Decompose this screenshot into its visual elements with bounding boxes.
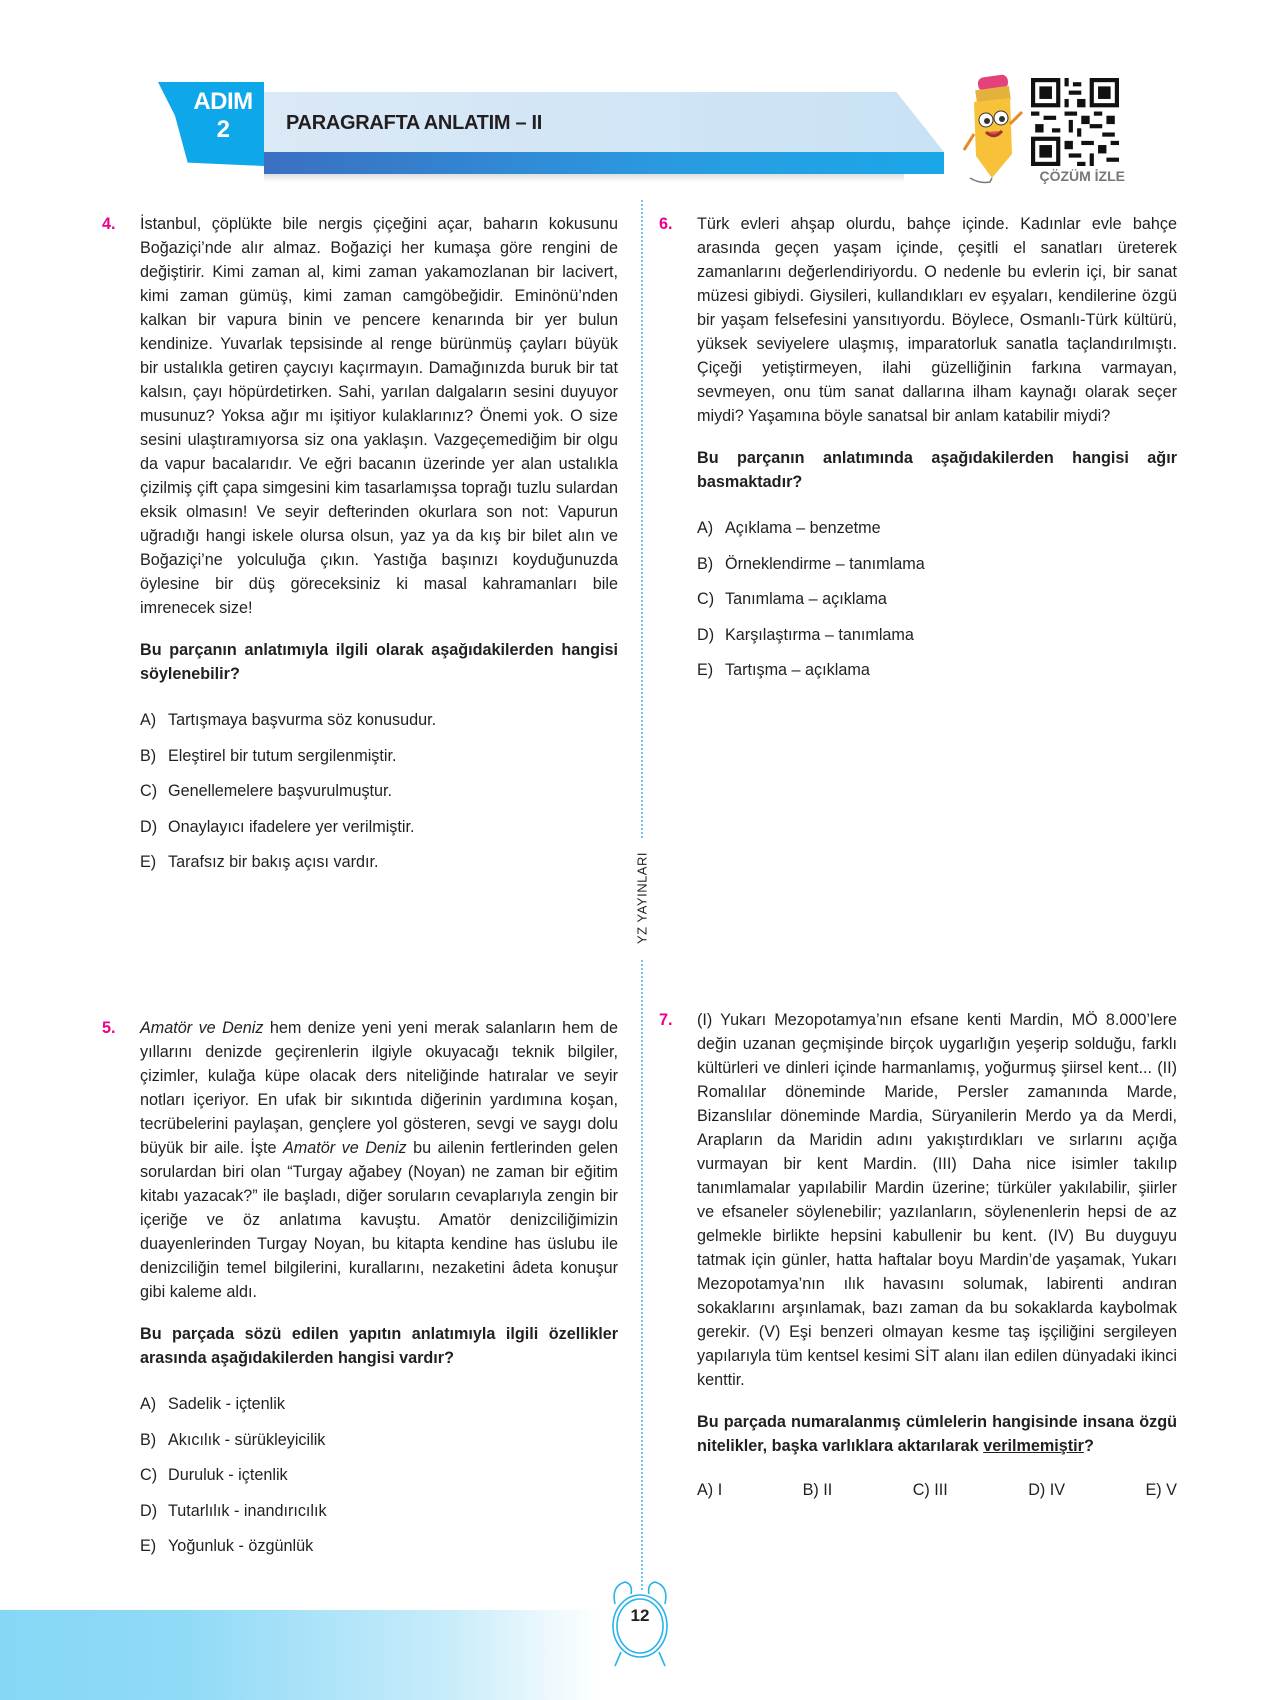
options-list xyxy=(140,708,618,886)
option-letter: E) xyxy=(140,853,157,871)
page-number: 12 xyxy=(630,1606,650,1625)
option-letter: B) xyxy=(697,554,714,573)
paragraph-part: bu ailenin fertlerinden gelen sorulardan biri olan “Turgay ağabey (Noyan) ne zaman bir eğitim kitabı yazacak?” ile başladı, diğer soruların cevaplarıyla zengin bir içeriğe ve öz anlatıma kavuştu. Amatör denizciliğimizin duayenlerinden Turgay Noyan, bu kitapta kendine has üslubu ile denizciliğin temel bilgilerini, kurallarını, nezaketini âdeta konuşur gibi kaleme aldı. xyxy=(140,1139,619,1301)
option-a[interactable] xyxy=(140,1392,618,1428)
option-b[interactable] xyxy=(803,1478,833,1502)
question-paragraph: (I) Yukarı Mezopotamya’nın efsane kenti Mardin, MÖ 8.000’lere değin uzanan geçmişinde birçok uygarlığın yeşerip solduğu, farklı kültürleri ve dinleri içinde harmanlamış, yoğurmuş şiirsel kent... (II) Romalılar döneminde Maride, Persler zamanında Marde, Bizanslılar döneminde Mardia, Süryanilerin Merdo ya da Merdi, Arapların da Maridin adını yakıştırdıkları ve sırlarını açığa vurmayan bir kent Mardin. (III) Daha nice isimler takılıp tanımlamalar yapılabilir Mardin üzerine; türküler yakılabilir, şiirler ve efsaneler söylenebilir; yazılanların, söylenenlerin hepsi de az gelmekle birlikte hepsini kabullenir bu kent. (IV) Bu duyguyu tatmak için günler, hatta haftalar boyu Mardin’de yaşamak, Yukarı Mezopotamya’nın ılık havasını solumak, labirenti andıran sokaklarını arşınlamak, bazı zaman da bu sokaklarda kaybolmak gerekir. (V) Eşi benzeri olmayan kesme taş işçiliğini sergileyen yapılarıyla tüm kentsel kesimi SİT alanı ilan edilen dünyadaki ikinci kenttir. xyxy=(697,1011,1177,1389)
option-text: Tarafsız bir bakış açısı vardır. xyxy=(168,853,379,871)
option-text: Tanımlama – açıklama xyxy=(725,590,887,608)
question-5 xyxy=(102,1016,619,1570)
option-b[interactable] xyxy=(697,552,1177,588)
option-letter: E) xyxy=(1145,1481,1162,1499)
option-letter: D) xyxy=(1028,1481,1046,1499)
question-prompt: Bu parçanın anlatımıyla ilgili olarak aşağıdakilerden hangisi söylenebilir? xyxy=(140,641,618,683)
header-accent-bar xyxy=(264,152,944,174)
question-prompt: Bu parçanın anlatımında aşağıdakilerden hangisi ağır basmaktadır? xyxy=(697,449,1177,491)
option-text: Karşılaştırma – tanımlama xyxy=(725,625,914,644)
option-text: V xyxy=(1166,1481,1177,1499)
page-title: PARAGRAFTA ANLATIM – II xyxy=(286,112,543,134)
option-a[interactable] xyxy=(140,708,618,744)
option-letter: E) xyxy=(140,1537,157,1555)
step-badge-text xyxy=(188,88,258,144)
question-number: 7. xyxy=(659,1011,673,1029)
question-paragraph xyxy=(140,1016,618,1304)
question-number: 5. xyxy=(102,1019,116,1037)
question-prompt xyxy=(697,1410,1177,1458)
option-e[interactable] xyxy=(1145,1478,1177,1502)
option-letter: A) xyxy=(140,1395,157,1413)
option-letter: B) xyxy=(802,1481,819,1499)
prompt-part: Bu parçada numaralanmış cümlelerin hangisinde insana özgü nitelikler, başka varlıklara aktarılarak xyxy=(697,1413,1177,1455)
option-c[interactable] xyxy=(140,1463,618,1499)
option-text: III xyxy=(934,1481,948,1499)
option-d[interactable] xyxy=(140,1499,618,1535)
option-c[interactable] xyxy=(913,1478,948,1502)
option-text: Örneklendirme – tanımlama xyxy=(725,554,925,573)
option-letter: D) xyxy=(140,1501,158,1520)
paragraph-part: hem denize yeni yeni merak salanların hem de yıllarını denizde geçirenlerin ilgiyle okuyacağı teknik bilgiler, çizimler, kulağa küpe olacak ders niteliğinde hatıralar ve seyir notları içeriyor. En ufak bir sıkıntıda diğerinin yardımına koşan, tecrübelerini paylaşan, gençlere yol gösteren, sevgi ve saygı dolu büyük bir aile. İşte xyxy=(140,1019,619,1157)
option-c[interactable] xyxy=(697,587,1177,623)
option-text: Tartışmaya başvurma söz konusudur. xyxy=(168,711,437,729)
header-shadow xyxy=(264,174,904,182)
option-d[interactable] xyxy=(140,815,618,851)
option-letter: C) xyxy=(140,782,158,800)
option-letter: A) xyxy=(697,519,714,537)
question-7 xyxy=(659,1008,1177,1502)
step-number: 2 xyxy=(216,116,230,143)
option-text: Duruluk - içtenlik xyxy=(168,1466,288,1484)
footer-band xyxy=(0,1610,600,1700)
option-text: I xyxy=(717,1481,723,1499)
question-number: 6. xyxy=(659,215,673,233)
option-letter: B) xyxy=(140,1430,157,1449)
question-paragraph: Türk evleri ahşap olurdu, bahçe içinde. Kadınlar evle bahçe arasında geçen yaşam içinde, çeşitli el sanatları üreterek zamanlarını değerlendiriyordu. O nedenle bu evlerin içi, bir sanat müzesi gibiydi. Giysileri, kullandıkları ev eşyaları, kendilerine özgü bir yaşam felsefesini yansıtıyordu. Böylece, Osmanlı-Türk kültürü, yüksek seviyelere ulaşmış, imparatorluk sanatla taçlandırılmıştı. Çiçeği yetiştirmeyen, ilahi güzelliğinin farkına varmayan, sevmeyen, onu tüm sanat dallarına ilham kaynağı olarak seçer miydi? Yaşamına böyle sanatsal bir anlam katabilir miydi? xyxy=(697,215,1177,425)
option-text: IV xyxy=(1049,1481,1066,1499)
question-number: 4. xyxy=(102,215,116,233)
option-letter: B) xyxy=(140,746,157,765)
option-letter: C) xyxy=(912,1481,930,1499)
qr-code-icon[interactable] xyxy=(1030,78,1120,166)
option-text: Sadelik - içtenlik xyxy=(168,1395,285,1413)
option-e[interactable] xyxy=(140,1534,618,1570)
options-list xyxy=(697,516,1177,694)
pencil-mascot-icon xyxy=(960,74,1030,184)
book-title: Amatör ve Deniz xyxy=(140,1019,264,1037)
option-a[interactable] xyxy=(697,516,1177,552)
option-letter: C) xyxy=(697,590,715,608)
options-list xyxy=(697,1478,1177,1502)
option-text: Açıklama – benzetme xyxy=(725,519,881,537)
option-letter: E) xyxy=(697,661,714,679)
option-b[interactable] xyxy=(140,1428,618,1464)
option-c[interactable] xyxy=(140,779,618,815)
step-label: ADIM xyxy=(193,88,253,115)
question-4 xyxy=(102,212,618,886)
book-title: Amatör ve Deniz xyxy=(282,1139,407,1157)
question-paragraph: İstanbul, çöplükte bile nergis çiçeğini açar, baharın kokusunu Boğaziçi’nde alır almaz. Boğaziçi her kumaşa göre rengini de değiştirir. Kimi zaman al, kimi zaman yakamozlanan bir lacivert, kimi zaman gümüş, kimi zaman camgöbeğidir. Eminönü’nden kalkan bir vapura binin ve pencere kenarında bir yer bulun kendinize. Yuvarlak tepsisinde al renge bürünmüş çayları büyük bir ustalıkla getiren çaycıyı kaçırmayın. Damağınızda buruk bir tat kalsın, çayı höpürdetirken. Sahi, yarılan dalgaların sesini duyuyor musunuz? Yoksa ağır mı işitiyor kulaklarınız? Önemi yok. O size sesini ulaştıramıyorsa siz ona yaklaşın. Vazgeçemediğim bir olgu da vapur bacalarıdır. Ve eğri bacanın üzerinde yer alan ustalıkla çizilmiş çift çapa simgesini kim tasarlamışsa toprağı tuzlu sulardan eksik olmasın! Ve seyir defterinden okurlara son not: Vapurun uğradığı hangi iskele olursa olsun, yaz ya da kış bir bilet alın ve Boğaziçi’ne yolculuğa çıkın. Yastığa başınızı koyduğunuzda öylesine bir düş göreceksiniz ki masal kahramanları bile imrenecek size! xyxy=(140,215,618,617)
option-text: Genellemelere başvurulmuştur. xyxy=(168,782,393,800)
option-text: Eleştirel bir tutum sergilenmiştir. xyxy=(168,746,397,765)
question-6 xyxy=(659,212,1177,694)
option-letter: C) xyxy=(140,1466,158,1484)
option-a[interactable] xyxy=(697,1478,722,1502)
question-prompt: Bu parçada sözü edilen yapıtın anlatımıyla ilgili özellikler arasında aşağıdakilerden hangisi vardır? xyxy=(140,1325,618,1367)
option-d[interactable] xyxy=(697,623,1177,659)
option-letter: A) xyxy=(697,1481,714,1499)
option-letter: A) xyxy=(140,711,157,729)
option-e[interactable] xyxy=(697,658,1177,694)
prompt-emphasis: verilmemiştir xyxy=(983,1437,1084,1455)
option-d[interactable] xyxy=(1028,1478,1065,1502)
option-b[interactable] xyxy=(140,744,618,780)
prompt-part: ? xyxy=(1083,1437,1094,1455)
option-text: Tutarlılık - inandırıcılık xyxy=(168,1501,327,1520)
option-letter: D) xyxy=(140,817,158,836)
publisher-label: YZ YAYINLARI xyxy=(634,852,650,944)
solution-link[interactable]: ÇÖZÜM İZLE xyxy=(1039,168,1125,184)
option-text: Onaylayıcı ifadelere yer verilmiştir. xyxy=(168,817,415,836)
option-text: Tartışma – açıklama xyxy=(725,661,870,679)
options-list xyxy=(140,1392,618,1570)
option-letter: D) xyxy=(697,625,715,644)
option-text: II xyxy=(823,1481,833,1499)
option-text: Yoğunluk - özgünlük xyxy=(168,1537,314,1555)
option-e[interactable] xyxy=(140,850,618,886)
option-text: Akıcılık - sürükleyicilik xyxy=(168,1430,326,1449)
